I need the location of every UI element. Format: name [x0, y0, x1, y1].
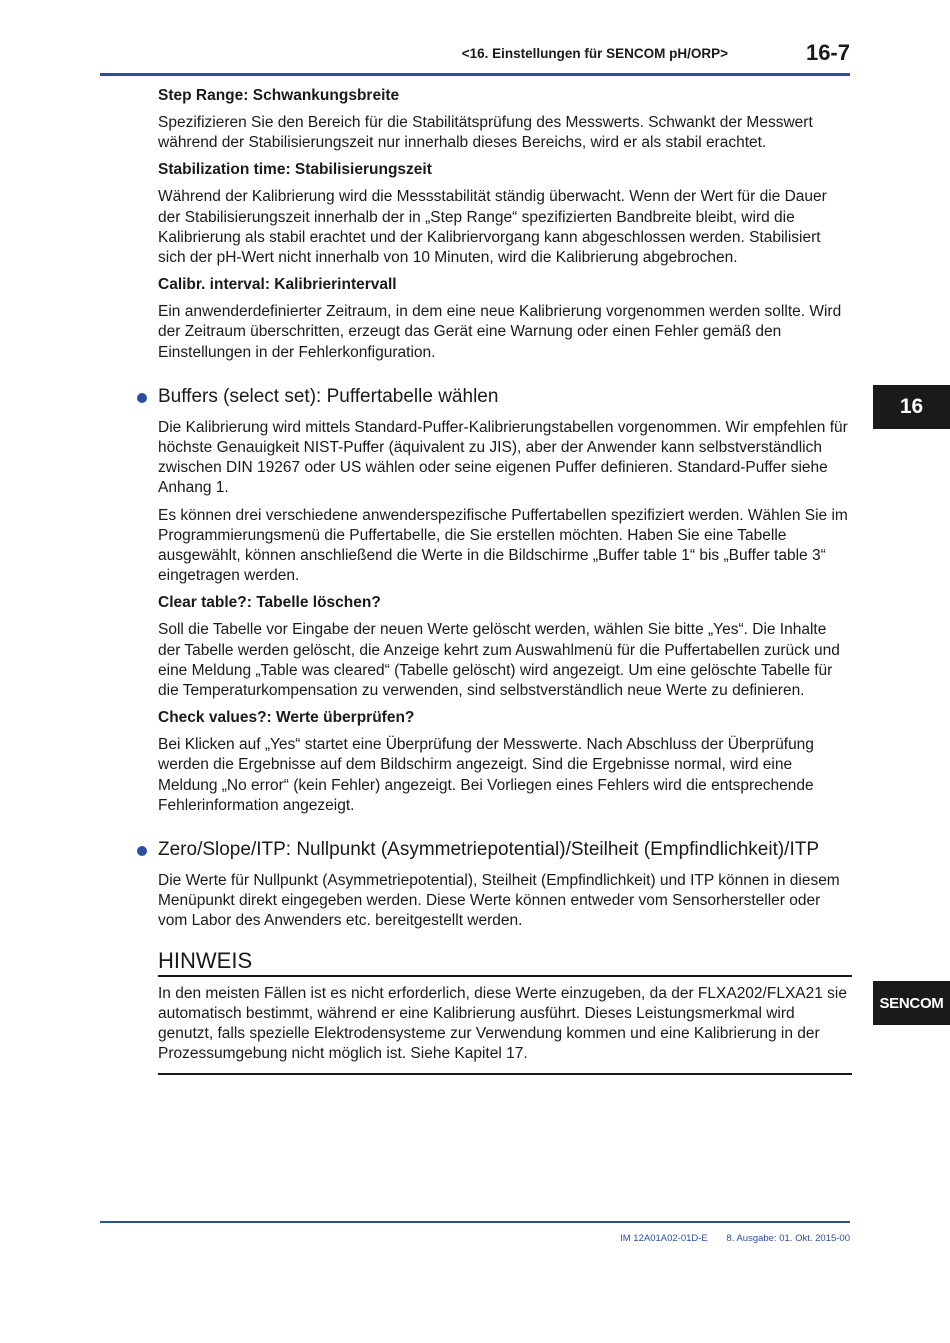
page-number: 16-7: [805, 40, 850, 65]
buffers-paragraph-2: Es können drei verschiedene anwenderspezifische Puffertabellen spezifiziert werden. Wählen Sie im Programmierungsmenü die Puffertabelle, die Sie erstellen möchten. Haben Sie eine Tabelle ausgewählt, können anschließend die Werte in die Bildschirme „Buffer table 1“ bis „Buffer table 3“ eingetragen werden.: [158, 506, 848, 585]
footer-edition: 8. Ausgabe: 01. Okt. 2015-00: [726, 1233, 850, 1244]
page-content: [158, 86, 852, 1075]
buffers-heading-text: Buffers (select set): Puffertabelle wählen: [158, 385, 499, 407]
buffers-section-heading: [158, 385, 852, 409]
note-title: HINWEIS: [158, 947, 253, 973]
note-text: In den meisten Fällen ist es nicht erforderlich, diese Werte einzugeben, da der FLXA202/FLXA21 sie automatisch bestimmt, während er eine Kalibrierung ausführt. Dieses Leistungsmerkmal wird genutzt, falls spezielle Elektrodensysteme zur Verwendung kommen und eine Kalibrierung in der Prozessumgebung nicht möglich ist. Siehe Kapitel 17.: [158, 984, 847, 1063]
step-range-text: Spezifizieren Sie den Bereich für die Stabilitätsprüfung des Messwerts. Schwankt der Messwert während der Stabilisierungszeit nur innerhalb dieses Bereichs, wird er als stabil erachtet.: [158, 114, 813, 152]
buffers-paragraph-1: Die Kalibrierung wird mittels Standard-Puffer-Kalibrierungstabellen vorgenommen. Wir empfehlen für höchste Genauigkeit NIST-Puffer (äquivalent zu JIS), aber der Anwender kann selbstverständlich zwischen DIN 19267 oder US wählen oder seine eigenen Puffer definieren. Standard-Puffer siehe Anhang 1.: [158, 418, 848, 497]
calibr-interval-text: Ein anwenderdefinierter Zeitraum, in dem eine neue Kalibrierung vorgenommen werden sollte. Wird der Zeitraum überschritten, erzeugt das Gerät eine Warnung oder einen Fehler gemäß den Einstellungen in der Fehlerkonfiguration.: [158, 303, 842, 361]
stabilization-time-text: Während der Kalibrierung wird die Messstabilität ständig überwacht. Wenn der Wert für die Dauer der Stabilisierungszeit innerhalb der in „Step Range“ spezifizierten Bandbreite bleibt, wird die Kalibrierung als stabil erachtet und der Kalibriervorgang kann abgeschlossen werden. Stabilisiert sich der pH-Wert nicht innerhalb von 10 Minuten, wird die Kalibrierung abgebrochen.: [158, 188, 827, 267]
calibr-interval-heading: Calibr. interval: Kalibrierintervall: [158, 276, 397, 294]
check-values-heading: Check values?: Werte überprüfen?: [158, 709, 415, 727]
header-divider: [100, 73, 850, 76]
check-values-text: Bei Klicken auf „Yes“ startet eine Überprüfung der Messwerte. Nach Abschluss der Überprüfung werden die Ergebnisse auf dem Bildschirm angezeigt. Sind die Ergebnisse normal, wird eine Meldung „No error“ (kein Fehler) angezeigt. Bei Vorliegen eines Fehlers wird die entsprechende Fehlerinformation angezeigt.: [158, 736, 814, 814]
chapter-header-title: <16. Einstellungen für SENCOM pH/ORP>: [461, 46, 728, 61]
bullet-icon: [137, 846, 147, 856]
note-box: [158, 948, 852, 1075]
footer: [400, 1233, 850, 1244]
chapter-tab: 16: [873, 385, 950, 429]
clear-table-text: Soll die Tabelle vor Eingabe der neuen Werte gelöscht werden, wählen Sie bitte „Yes“. Die Inhalte der Tabelle werden gelöscht, die Anzeige kehrt zum Auswahlmenü für die Puffertabellen zurück und eine Meldung „Table was cleared“ (Tabelle gelöscht) wird angezeigt. Um eine gelöschte Tabelle für die Temperaturkompensation zu verwenden, sind selbstverständlich neue Werte zu definieren.: [158, 621, 840, 700]
stabilization-time-heading: Stabilization time: Stabilisierungszeit: [158, 161, 432, 179]
note-bottom-rule: [158, 1073, 852, 1075]
bullet-icon: [137, 393, 147, 403]
section-tab-sencom: SENCOM: [873, 981, 950, 1025]
step-range-heading: Step Range: Schwankungsbreite: [158, 87, 400, 104]
zero-slope-heading-text: Zero/Slope/ITP: Nullpunkt (Asymmetriepotential)/Steilheit (Empfindlichkeit)/ITP: [158, 839, 820, 861]
clear-table-heading: Clear table?: Tabelle löschen?: [158, 594, 381, 612]
zero-slope-section-heading: [158, 838, 852, 862]
note-top-rule: [158, 975, 852, 977]
zero-slope-text: Die Werte für Nullpunkt (Asymmetriepotential), Steilheit (Empfindlichkeit) und ITP können in diesem Menüpunkt direkt eingegeben werden. Diese Werte können entweder vom Sensorhersteller oder vom Labor des Anwenders etc. bereitgestellt werden.: [158, 872, 840, 930]
footer-divider: [100, 1221, 850, 1223]
footer-doc-id: IM 12A01A02-01D-E: [620, 1233, 708, 1244]
